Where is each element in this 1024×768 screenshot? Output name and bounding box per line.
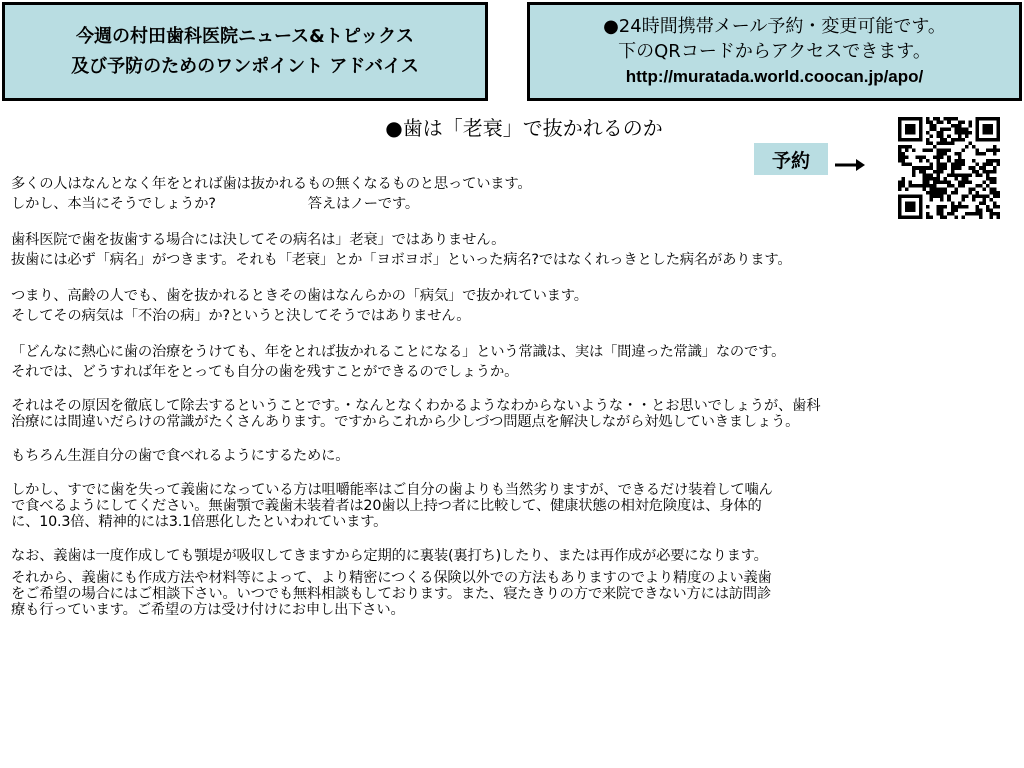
reserve-line-2: 下のQRコードからアクセスできます。 <box>618 41 931 62</box>
paragraph-6 <box>11 446 1019 466</box>
text-line: で食べるようにしてください。無歯顎で義歯未装着者は20歯以上持つ者に比較して、健康状態の相対危険度は、身体的 <box>11 498 762 514</box>
question-text: しかし、本当にそうでしょうか? <box>11 196 216 212</box>
paragraph-8 <box>11 546 1019 566</box>
article-body <box>11 174 1019 634</box>
text-line: 歯科医院で歯を抜歯する場合には決してその病名は」老衰」ではありません。 <box>11 232 506 248</box>
paragraph-7 <box>11 482 1019 530</box>
reservation-info-box <box>527 2 1022 101</box>
text-line: 抜歯には必ず「病名」がつきます。それも「老衰」とか「ヨボヨボ」といった病名?ではなくれっきとした病名があります。 <box>11 252 792 268</box>
paragraph-1 <box>11 174 1019 214</box>
reservation-label: 予約 <box>754 143 828 175</box>
title-line-2: 及び予防のためのワンポイント アドバイス <box>71 55 419 77</box>
paragraph-4 <box>11 342 1019 382</box>
article-heading: ●歯は「老衰」で抜かれるのか <box>385 116 663 140</box>
newsletter-title-box <box>2 2 488 101</box>
text-line: つまり、高齢の人でも、歯を抜かれるときその歯はなんらかの「病気」で抜かれています。 <box>11 288 588 304</box>
reservation-url-link[interactable]: http://muratada.world.coocan.jp/apo/ <box>625 67 924 86</box>
paragraph-2 <box>11 230 1019 270</box>
text-line: そしてその病気は「不治の病」か?というと決してそうではありません。 <box>11 308 471 324</box>
text-line: に、10.3倍、精神的には3.1倍悪化したといわれています。 <box>11 514 388 530</box>
text-line: しかし、すでに歯を失って義歯になっている方は咀嚼能率はご自分の歯よりも当然劣りますが、できるだけ装着して噛ん <box>11 482 773 498</box>
title-line-1: 今週の村田歯科医院ニュース&トピックス <box>76 25 414 47</box>
reserve-line-1: ●24時間携帯メール予約・変更可能です。 <box>603 16 946 37</box>
text-line: もちろん生涯自分の歯で食べれるようにするために。 <box>11 448 350 464</box>
text-line: それでは、どうすれば年をとっても自分の歯を残すことができるのでしょうか。 <box>11 364 519 380</box>
text-line: それから、義歯にも作成方法や材料等によって、より精密につくる保険以外での方法もありますのでより精度のよい義歯 <box>11 570 772 586</box>
text-line: それはその原因を徹底して除去するということです。・なんとなくわかるようなわからないような・・とお思いでしょうが、歯科 <box>11 398 821 414</box>
text-line: 治療には間違いだらけの常識がたくさんあります。ですからこれから少しづつ問題点を解決しながら対処していきましょう。 <box>11 414 800 430</box>
arrow-right-icon <box>834 157 866 173</box>
text-line: 多くの人はなんとなく年をとれば歯は抜かれるもの無くなるものと思っています。 <box>11 176 532 192</box>
text-line: なお、義歯は一度作成しても顎堤が吸収してきますから定期的に裏装(裏打ち)したり、または再作成が必要になります。 <box>11 548 768 564</box>
text-line: 「どんなに熱心に歯の治療をうけても、年をとれば抜かれることになる」という常識は、実は「間違った常識」なのです。 <box>11 344 786 360</box>
answer-text: 答えはノーです。 <box>307 196 419 212</box>
text-line: をご希望の場合にはご相談下さい。いつでも無料相談もしております。また、寝たきりの方で来院できない方には訪問診 <box>11 586 772 602</box>
text-line <box>11 194 1019 214</box>
paragraph-9 <box>11 570 1019 618</box>
paragraph-3 <box>11 286 1019 326</box>
text-line: 療も行っています。ご希望の方は受け付けにお申し出下さい。 <box>11 602 405 618</box>
paragraph-5 <box>11 398 1019 430</box>
